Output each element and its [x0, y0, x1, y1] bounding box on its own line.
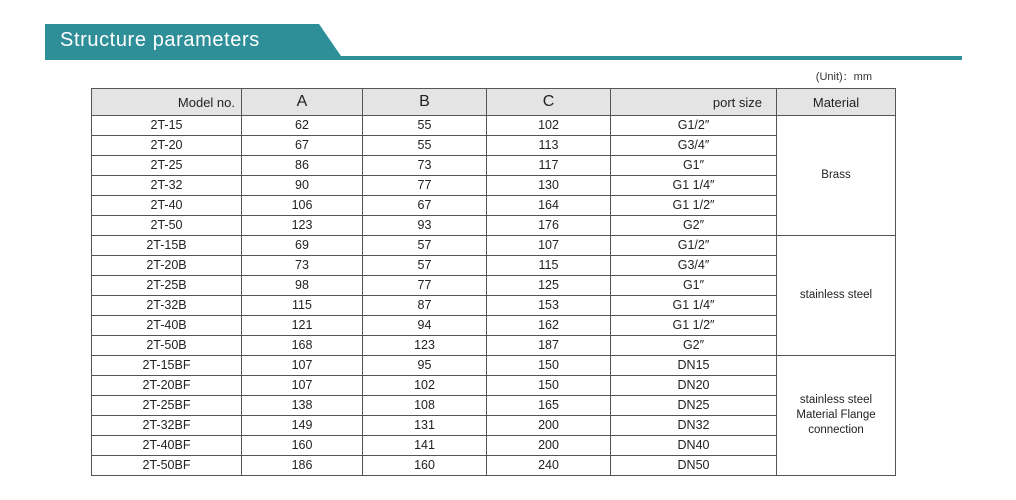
b-cell: 95	[363, 356, 487, 376]
c-cell: 162	[487, 316, 611, 336]
b-cell: 57	[363, 236, 487, 256]
model-cell: 2T-32	[92, 176, 242, 196]
model-cell: 2T-40B	[92, 316, 242, 336]
model-cell: 2T-15	[92, 116, 242, 136]
b-cell: 102	[363, 376, 487, 396]
b-cell: 55	[363, 136, 487, 156]
b-cell: 55	[363, 116, 487, 136]
a-cell: 160	[242, 436, 363, 456]
a-cell: 123	[242, 216, 363, 236]
structure-parameters-table	[91, 88, 896, 476]
model-cell: 2T-20BF	[92, 376, 242, 396]
c-cell: 164	[487, 196, 611, 216]
model-cell: 2T-20	[92, 136, 242, 156]
table-row	[92, 376, 896, 396]
table-row	[92, 296, 896, 316]
table-row	[92, 196, 896, 216]
port-size-cell: G1 1/4″	[611, 176, 777, 196]
table-body	[92, 116, 896, 476]
a-cell: 67	[242, 136, 363, 156]
table-row	[92, 316, 896, 336]
b-cell: 123	[363, 336, 487, 356]
port-size-cell: G1/2″	[611, 236, 777, 256]
table-row	[92, 396, 896, 416]
table-row	[92, 116, 896, 136]
b-cell: 77	[363, 176, 487, 196]
a-cell: 69	[242, 236, 363, 256]
c-cell: 150	[487, 356, 611, 376]
c-cell: 150	[487, 376, 611, 396]
table-row	[92, 256, 896, 276]
port-size-cell: G1 1/2″	[611, 196, 777, 216]
c-cell: 240	[487, 456, 611, 476]
unit-note: (Unit)：mm	[815, 71, 872, 83]
table-row	[92, 336, 896, 356]
c-cell: 176	[487, 216, 611, 236]
port-size-cell: G2″	[611, 336, 777, 356]
port-size-cell: G1″	[611, 276, 777, 296]
a-cell: 98	[242, 276, 363, 296]
b-cell: 94	[363, 316, 487, 336]
port-size-cell: G3/4″	[611, 256, 777, 276]
column-header-material: Material	[777, 89, 896, 116]
c-cell: 107	[487, 236, 611, 256]
port-size-cell: DN40	[611, 436, 777, 456]
column-header-a: A	[242, 89, 363, 116]
a-cell: 168	[242, 336, 363, 356]
c-cell: 153	[487, 296, 611, 316]
model-cell: 2T-25B	[92, 276, 242, 296]
a-cell: 186	[242, 456, 363, 476]
b-cell: 108	[363, 396, 487, 416]
a-cell: 121	[242, 316, 363, 336]
b-cell: 73	[363, 156, 487, 176]
table-row	[92, 456, 896, 476]
port-size-cell: G1 1/4″	[611, 296, 777, 316]
model-cell: 2T-32BF	[92, 416, 242, 436]
a-cell: 138	[242, 396, 363, 416]
section-title: Structure parameters	[60, 29, 260, 51]
table-row	[92, 136, 896, 156]
a-cell: 62	[242, 116, 363, 136]
c-cell: 113	[487, 136, 611, 156]
model-cell: 2T-25	[92, 156, 242, 176]
column-header-model: Model no.	[92, 89, 242, 116]
table-row	[92, 176, 896, 196]
table-row	[92, 436, 896, 456]
table-row	[92, 156, 896, 176]
c-cell: 200	[487, 436, 611, 456]
c-cell: 165	[487, 396, 611, 416]
port-size-cell: DN25	[611, 396, 777, 416]
port-size-cell: G1/2″	[611, 116, 777, 136]
model-cell: 2T-50B	[92, 336, 242, 356]
port-size-cell: DN20	[611, 376, 777, 396]
port-size-cell: G3/4″	[611, 136, 777, 156]
a-cell: 107	[242, 376, 363, 396]
table-row	[92, 416, 896, 436]
table-header-row	[92, 89, 896, 116]
b-cell: 87	[363, 296, 487, 316]
c-cell: 117	[487, 156, 611, 176]
table-row	[92, 276, 896, 296]
c-cell: 115	[487, 256, 611, 276]
model-cell: 2T-15B	[92, 236, 242, 256]
port-size-cell: DN32	[611, 416, 777, 436]
a-cell: 107	[242, 356, 363, 376]
c-cell: 102	[487, 116, 611, 136]
table-row	[92, 216, 896, 236]
a-cell: 90	[242, 176, 363, 196]
column-header-port-size: port size	[611, 89, 777, 116]
model-cell: 2T-15BF	[92, 356, 242, 376]
model-cell: 2T-20B	[92, 256, 242, 276]
port-size-cell: DN15	[611, 356, 777, 376]
material-cell: stainless steel	[777, 236, 896, 356]
b-cell: 160	[363, 456, 487, 476]
port-size-cell: G1 1/2″	[611, 316, 777, 336]
b-cell: 141	[363, 436, 487, 456]
material-cell: stainless steel Material Flange connection	[777, 356, 896, 476]
model-cell: 2T-50	[92, 216, 242, 236]
c-cell: 187	[487, 336, 611, 356]
b-cell: 93	[363, 216, 487, 236]
b-cell: 67	[363, 196, 487, 216]
c-cell: 200	[487, 416, 611, 436]
b-cell: 77	[363, 276, 487, 296]
a-cell: 73	[242, 256, 363, 276]
model-cell: 2T-50BF	[92, 456, 242, 476]
model-cell: 2T-25BF	[92, 396, 242, 416]
table-row	[92, 236, 896, 256]
c-cell: 125	[487, 276, 611, 296]
a-cell: 106	[242, 196, 363, 216]
b-cell: 131	[363, 416, 487, 436]
c-cell: 130	[487, 176, 611, 196]
a-cell: 115	[242, 296, 363, 316]
table-row	[92, 356, 896, 376]
port-size-cell: G1″	[611, 156, 777, 176]
model-cell: 2T-40BF	[92, 436, 242, 456]
material-cell: Brass	[777, 116, 896, 236]
port-size-cell: G2″	[611, 216, 777, 236]
port-size-cell: DN50	[611, 456, 777, 476]
model-cell: 2T-32B	[92, 296, 242, 316]
a-cell: 86	[242, 156, 363, 176]
section-header	[45, 22, 962, 62]
a-cell: 149	[242, 416, 363, 436]
model-cell: 2T-40	[92, 196, 242, 216]
b-cell: 57	[363, 256, 487, 276]
column-header-b: B	[363, 89, 487, 116]
column-header-c: C	[487, 89, 611, 116]
